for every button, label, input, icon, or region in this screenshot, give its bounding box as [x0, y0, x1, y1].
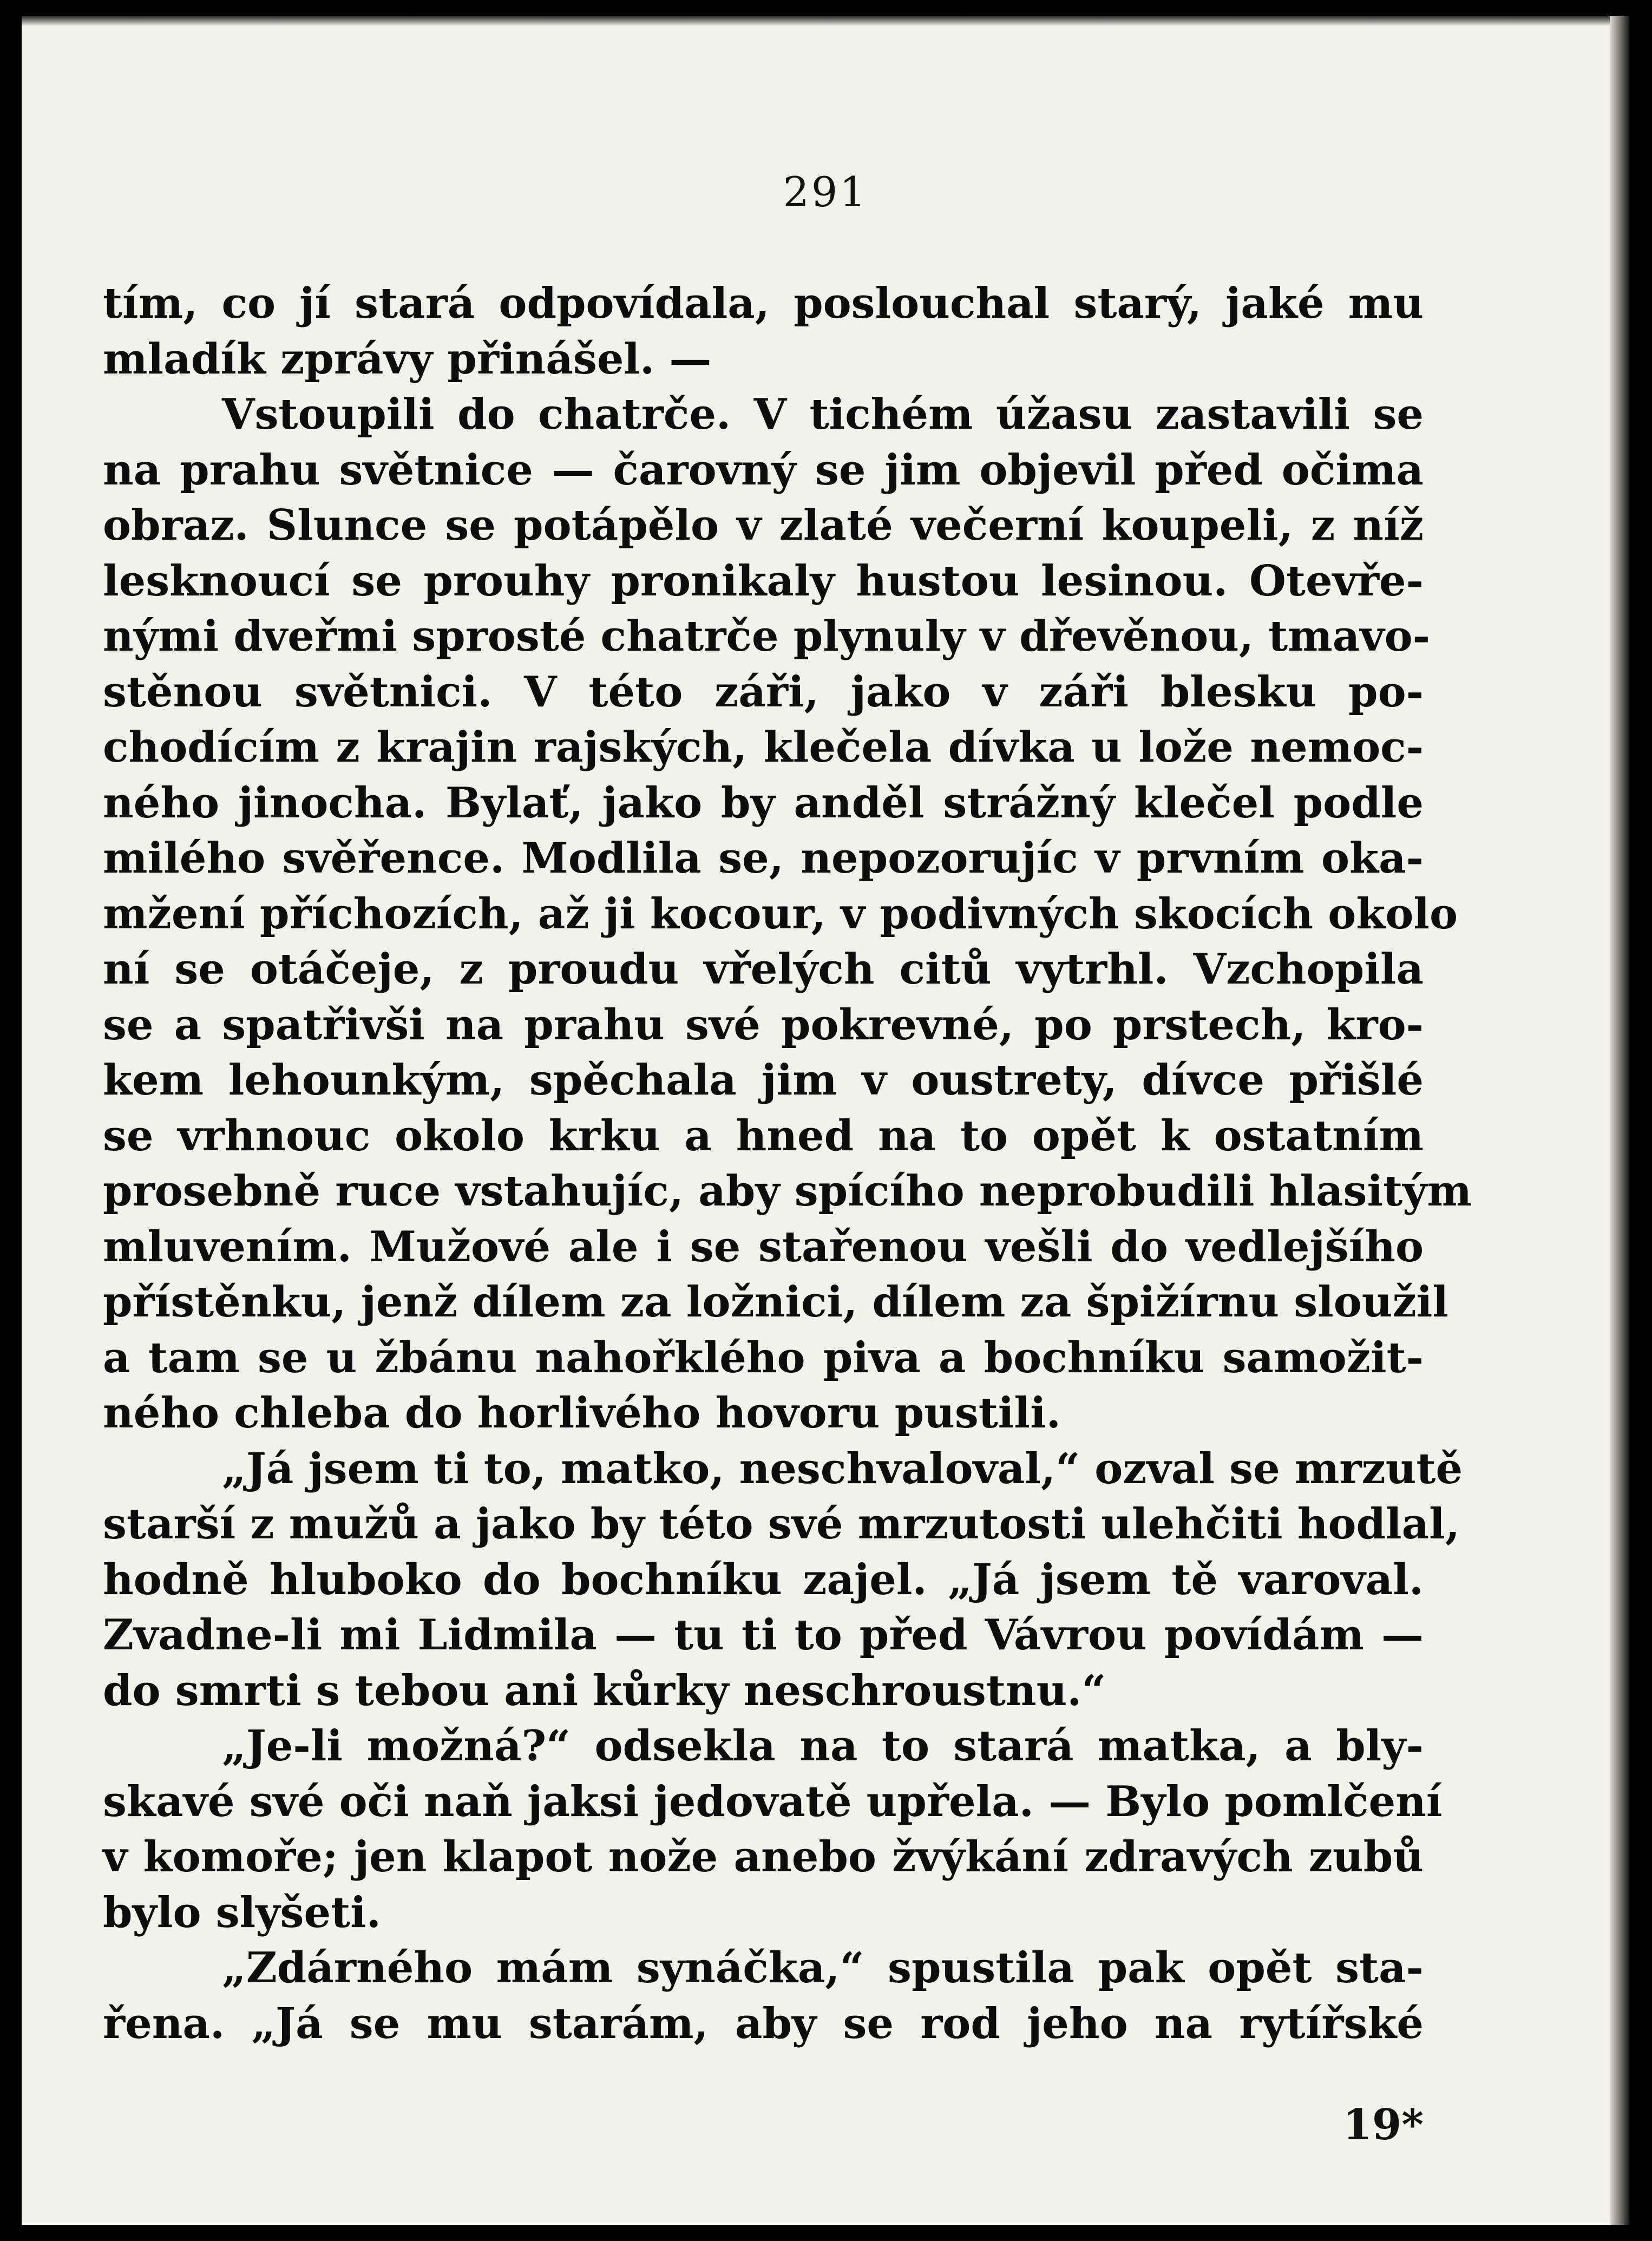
text-line: hodně hluboko do bochníku zajel. „Já jsem tě varoval. — [103, 1555, 1424, 1604]
body-text — [103, 276, 1472, 2052]
text-line: do smrti s tebou ani kůrky neschroustnu.“ — [103, 1666, 1106, 1715]
text-line: a tam se u žbánu nahořklého piva a bochníku samožit- — [103, 1333, 1424, 1382]
text-line: lesknoucí se prouhy pronikaly hustou lesinou. Otevře- — [103, 556, 1424, 606]
text-line: tím, co jí stará odpovídala, poslouchal starý, jaké mu — [103, 279, 1424, 328]
text-line: „Já jsem ti to, matko, neschvaloval,“ ozval se mrzutě — [222, 1444, 1463, 1493]
text-line: mžení příchozích, až ji kocour, v podivných skocích okolo — [103, 889, 1458, 939]
text-line: starší z mužů a jako by této své mrzutosti ulehčiti hodlal, — [103, 1499, 1460, 1549]
text-line: „Zdárného mám synáčka,“ spustila pak opět sta- — [222, 1943, 1424, 1993]
page-number: 291 — [783, 168, 868, 216]
text-line: ného jinocha. Bylať, jako by anděl strážný klečel podle — [103, 778, 1424, 828]
text-line: skavé své oči naň jaksi jedovatě upřela. — Bylo pomlčení — [103, 1777, 1443, 1826]
signature-mark: 19* — [1342, 2100, 1424, 2150]
text-line: ní se otáčeje, z proudu vřelých citů vytrhl. Vzchopila — [103, 945, 1424, 994]
page-binding-edge — [1610, 16, 1629, 2225]
text-line: řena. „Já se mu starám, aby se rod jeho na rytířské — [103, 1998, 1424, 2048]
text-line: milého svěřence. Modlila se, nepozorujíc v prvním oka- — [103, 834, 1424, 883]
page-top-shadow — [22, 16, 1629, 26]
text-line: stěnou světnici. V této záři, jako v záři blesku po- — [103, 667, 1424, 717]
text-line: „Je-li možná?“ odsekla na to stará matka, a bly- — [222, 1721, 1424, 1771]
text-line: se a spatřivši na prahu své pokrevné, po prstech, kro- — [103, 1000, 1424, 1050]
text-line: Vstoupili do chatrče. V tichém úžasu zastavili se — [222, 390, 1424, 439]
text-line: bylo slyšeti. — [103, 1888, 381, 1937]
text-line: ného chleba do horlivého hovoru pustili. — [103, 1388, 1061, 1438]
text-line: na prahu světnice — čarovný se jim objevil před očima — [103, 445, 1424, 495]
text-line: kem lehounkým, spěchala jim v oustrety, dívce přišlé — [103, 1056, 1424, 1105]
text-line: přístěnku, jenž dílem za ložnici, dílem za špižírnu sloužil — [103, 1277, 1449, 1327]
text-line: obraz. Slunce se potápělo v zlaté večerní koupeli, z níž — [103, 501, 1424, 550]
text-line: prosebně ruce vstahujíc, aby spícího neprobudili hlasitým — [103, 1167, 1472, 1216]
text-line: se vrhnouc okolo krku a hned na to opět k ostatním — [103, 1111, 1424, 1161]
text-line: v komoře; jen klapot nože anebo žvýkání zdravých zubů — [103, 1832, 1424, 1882]
text-line: Zvadne-li mi Lidmila — tu ti to před Vávrou povídám — — [103, 1610, 1424, 1660]
text-line: mladík zprávy přinášel. — — [103, 334, 712, 384]
text-line: nými dveřmi sprosté chatrče plynuly v dřevěnou, tmavo- — [103, 612, 1430, 661]
text-line: chodícím z krajin rajských, klečela dívka u lože nemoc- — [103, 723, 1424, 772]
book-page — [22, 16, 1629, 2225]
text-line: mluvením. Mužové ale i se stařenou vešli do vedlejšího — [103, 1222, 1424, 1272]
